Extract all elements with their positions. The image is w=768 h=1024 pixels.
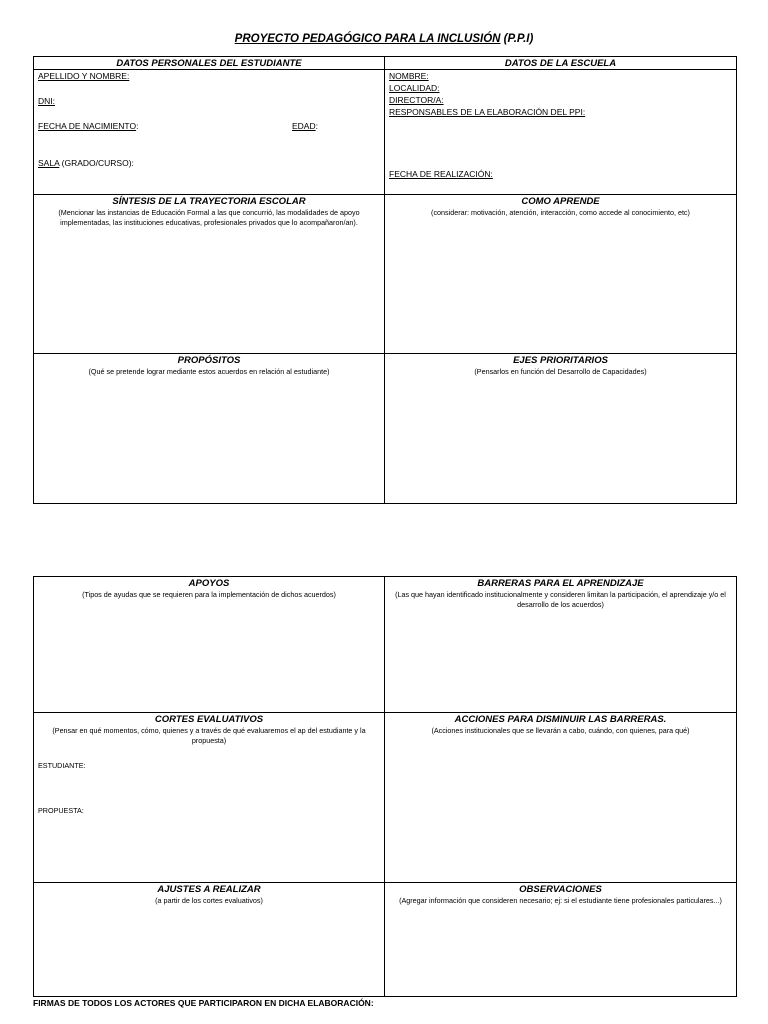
cortes-hint: (Pensar en qué momentos, cómo, quienes y a través de qué evaluaremos el ap del estudiante y la propuesta): [52, 726, 366, 745]
student-age-colon: :: [315, 121, 318, 131]
student-dni-label[interactable]: DNI:: [38, 96, 55, 106]
cortes-cell[interactable]: [34, 713, 385, 883]
observaciones-title: OBSERVACIONES: [519, 884, 602, 895]
cortes-title: CORTES EVALUATIVOS: [154, 714, 264, 725]
school-data-cell: [385, 57, 737, 195]
sintesis-cell[interactable]: [34, 195, 385, 354]
barreras-title: BARRERAS PARA EL APRENDIZAJE: [477, 578, 644, 589]
sintesis-hint: (Mencionar las instancias de Educación Formal a las que concurrió, las modalidades de apoyo implementadas, las instituciones educativas, profesionales privados que lo acompañaron/an).: [58, 208, 360, 227]
propositos-title: PROPÓSITOS: [177, 355, 241, 366]
school-locality-label[interactable]: LOCALIDAD:: [389, 83, 440, 93]
ppi-table-top: [33, 56, 737, 504]
barreras-hint: (Las que hayan identificado institucionalmente y consideren limitan la participación, el aprendizaje y/o el desarrollo de los acuerdos): [395, 590, 726, 609]
como-aprende-hint: (considerar: motivación, atención, interacción, como accede al conocimiento, etc): [431, 208, 690, 217]
student-birth-label: FECHA DE NACIMIENTO: [38, 121, 137, 131]
document-title-suffix: (P.P.I): [500, 33, 534, 45]
ejes-hint: (Pensarlos en función del Desarrollo de Capacidades): [474, 367, 647, 376]
acciones-cell[interactable]: [385, 713, 737, 883]
student-name-label[interactable]: APELLIDO Y NOMBRE:: [38, 71, 130, 81]
school-name-label[interactable]: NOMBRE:: [389, 71, 429, 81]
cortes-proposal-label[interactable]: PROPUESTA:: [38, 806, 84, 815]
student-birth-colon: :: [136, 121, 139, 131]
acciones-title: ACCIONES PARA DISMINUIR LAS BARRERAS.: [454, 714, 667, 725]
ajustes-cell[interactable]: [34, 883, 385, 997]
ajustes-hint: (a partir de los cortes evaluativos): [155, 896, 263, 905]
observaciones-hint: (Agregar información que consideren necesario; ej: si el estudiante tiene profesionales particulares...): [399, 896, 722, 905]
propositos-hint: (Qué se pretende lograr mediante estos acuerdos en relación al estudiante): [88, 367, 330, 376]
school-director-label[interactable]: DIRECTOR/A:: [389, 95, 444, 105]
student-age-field[interactable]: [288, 121, 318, 132]
school-responsible-label[interactable]: RESPONSABLES DE LA ELABORACIÓN DEL PPI:: [389, 107, 586, 117]
ejes-cell[interactable]: [385, 354, 737, 504]
signatures-label: FIRMAS DE TODOS LOS ACTORES QUE PARTICIPARON EN DICHA ELABORACIÓN:: [33, 998, 374, 1008]
propositos-cell[interactable]: [34, 354, 385, 504]
student-sala-label: SALA: [38, 158, 60, 168]
ajustes-title: AJUSTES A REALIZAR: [157, 884, 261, 895]
apoyos-title: APOYOS: [188, 578, 230, 589]
document-title: [0, 33, 768, 45]
student-data-cell: [34, 57, 385, 195]
student-sala-field[interactable]: [34, 158, 134, 169]
student-sala-rest: (GRADO/CURSO):: [59, 158, 134, 168]
cortes-student-label[interactable]: ESTUDIANTE:: [38, 761, 86, 770]
student-birth-field[interactable]: [34, 121, 138, 132]
barreras-cell[interactable]: [385, 577, 737, 713]
school-date-label[interactable]: FECHA DE REALIZACIÓN:: [389, 169, 493, 179]
ppi-table-bottom: [33, 576, 737, 997]
student-data-header: DATOS PERSONALES DEL ESTUDIANTE: [34, 57, 384, 70]
como-aprende-title: COMO APRENDE: [521, 196, 600, 207]
sintesis-title: SÍNTESIS DE LA TRAYECTORIA ESCOLAR: [112, 196, 306, 207]
observaciones-cell[interactable]: [385, 883, 737, 997]
school-data-header: DATOS DE LA ESCUELA: [385, 57, 736, 70]
como-aprende-cell[interactable]: [385, 195, 737, 354]
acciones-hint: (Acciones institucionales que se llevarán a cabo, cuándo, con quienes, para qué): [431, 726, 690, 735]
document-title-main: PROYECTO PEDAGÓGICO PARA LA INCLUSIÓN: [234, 33, 501, 45]
apoyos-hint: (Tipos de ayudas que se requieren para la implementación de dichos acuerdos): [82, 590, 336, 599]
student-age-label: EDAD: [292, 121, 316, 131]
ejes-title: EJES PRIORITARIOS: [513, 355, 608, 366]
apoyos-cell[interactable]: [34, 577, 385, 713]
